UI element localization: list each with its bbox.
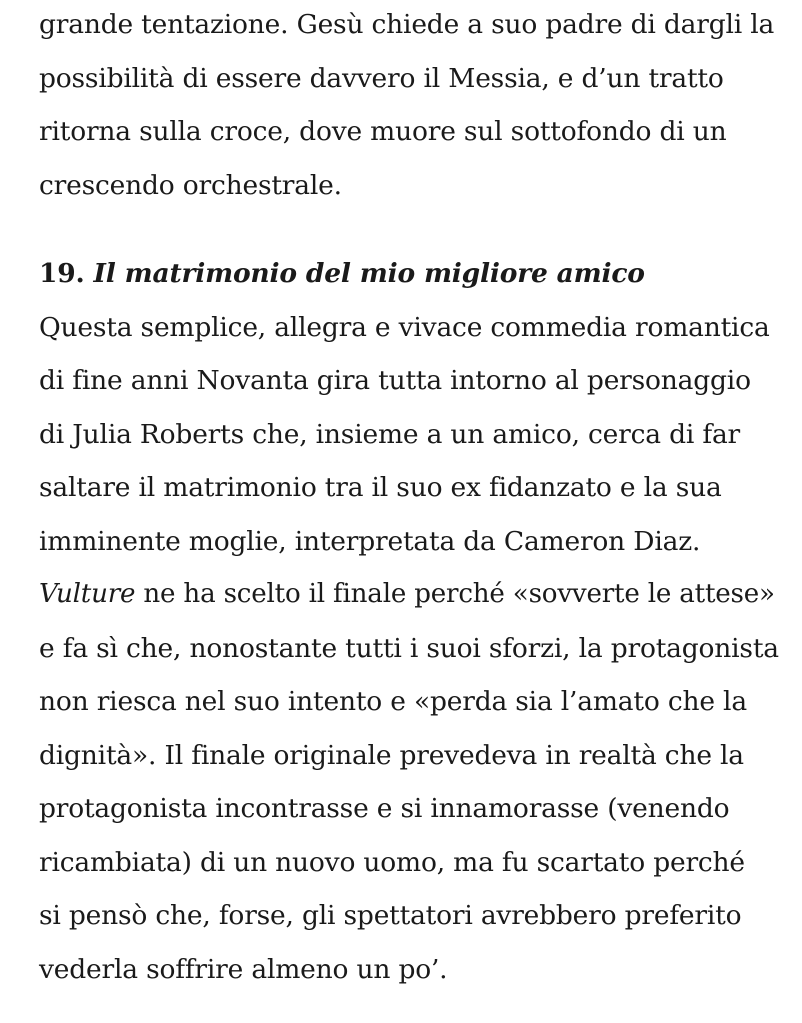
text-line: imminente moglie, interpretata da Cameron Diaz. xyxy=(39,525,701,557)
text-line: ricambiata) di un nuovo uomo, ma fu scartato perché xyxy=(39,846,745,878)
text-line: saltare il matrimonio tra il suo ex fidanzato e la sua xyxy=(39,472,722,503)
publication-name: Vulture xyxy=(39,579,136,609)
text-line: protagonista incontrasse e si innamorasse (venendo xyxy=(39,793,730,824)
text-fragment: ne ha scelto il finale perché «sovverte le attese» xyxy=(135,579,775,609)
article-body xyxy=(39,0,779,996)
text-line: e fa sì che, nonostante tutti i suoi sforzi, la protagonista xyxy=(39,632,779,664)
text-line: di fine anni Novanta gira tutta intorno al personaggio xyxy=(39,365,751,396)
section-title: Il matrimonio del mio migliore amico xyxy=(93,258,645,289)
text-line: dignità». Il finale originale prevedeva in realtà che la xyxy=(39,739,744,771)
text-line: si pensò che, forse, gli spettatori avrebbero preferito xyxy=(39,900,742,931)
text-line: di Julia Roberts che, insieme a un amico, cerca di far xyxy=(39,418,741,450)
text-line: possibilità di essere davvero il Messia, e d’un tratto xyxy=(39,62,724,94)
section-paragraph xyxy=(39,301,779,997)
section-19 xyxy=(39,247,779,996)
section-heading xyxy=(39,247,779,301)
text-line: Questa semplice, allegra e vivace commedia romantica xyxy=(39,311,770,343)
section-number: 19. xyxy=(39,258,85,289)
text-line: vederla soffrire almeno un po’. xyxy=(39,953,448,985)
text-line: non riesca nel suo intento e «perda sia l’amato che la xyxy=(39,686,747,717)
text-line: ritorna sulla croce, dove muore sul sottofondo di un xyxy=(39,116,727,147)
text-line xyxy=(39,568,779,622)
text-line: grande tentazione. Gesù chiede a suo padre di dargli la xyxy=(39,9,775,40)
text-line: crescendo orchestrale. xyxy=(39,169,342,201)
paragraph-spacer xyxy=(39,212,779,247)
intro-paragraph xyxy=(39,0,779,212)
